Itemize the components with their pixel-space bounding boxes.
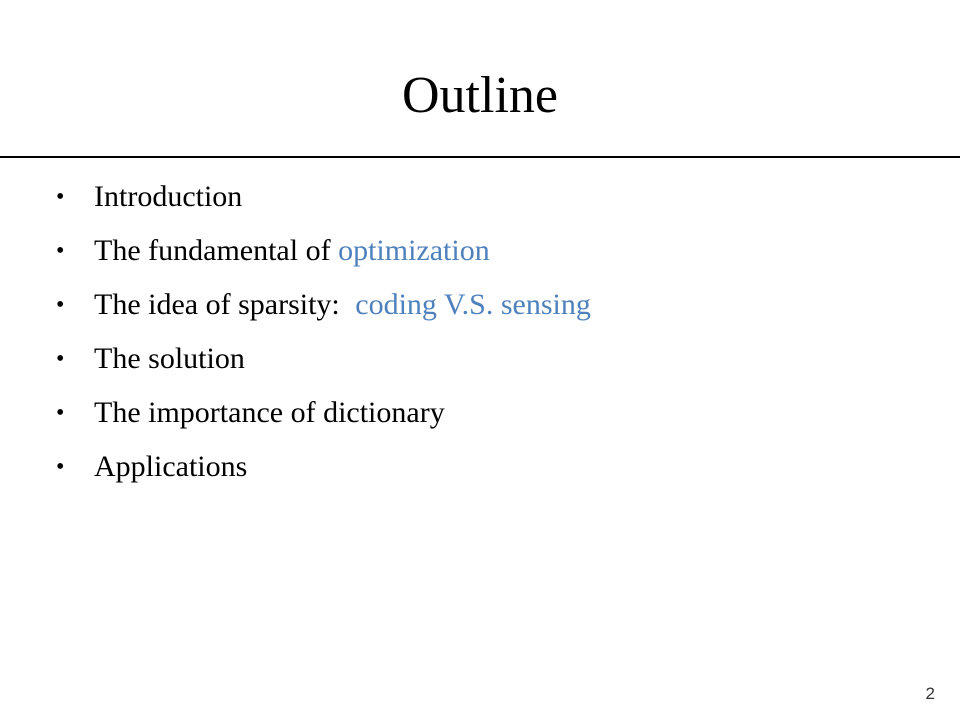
outline-item-text: Introduction xyxy=(94,180,243,213)
outline-item-applications xyxy=(56,440,591,494)
outline-item-text: The idea of sparsity: xyxy=(94,288,348,321)
outline-list xyxy=(56,170,591,494)
bullet-icon: • xyxy=(56,184,65,210)
outline-item-introduction xyxy=(56,170,591,224)
outline-item-text: The fundamental of xyxy=(94,234,339,267)
bullet-icon: • xyxy=(56,454,65,480)
slide-title: Outline xyxy=(402,67,558,124)
bullet-icon: • xyxy=(56,400,65,426)
bullet-icon: • xyxy=(56,238,65,264)
outline-item-optimization xyxy=(56,224,591,278)
outline-item-dictionary xyxy=(56,386,591,440)
outline-item-text: Applications xyxy=(94,450,248,483)
page-number: 2 xyxy=(925,684,935,703)
outline-item-highlight: coding V.S. sensing xyxy=(355,288,591,321)
bullet-icon: • xyxy=(56,346,65,372)
outline-item-text: The importance of dictionary xyxy=(94,396,445,429)
title-divider xyxy=(0,156,960,158)
outline-item-highlight: optimization xyxy=(338,234,490,267)
outline-item-solution xyxy=(56,332,591,386)
outline-item-text: The solution xyxy=(94,342,245,375)
bullet-icon: • xyxy=(56,292,65,318)
outline-item-sparsity xyxy=(56,278,591,332)
